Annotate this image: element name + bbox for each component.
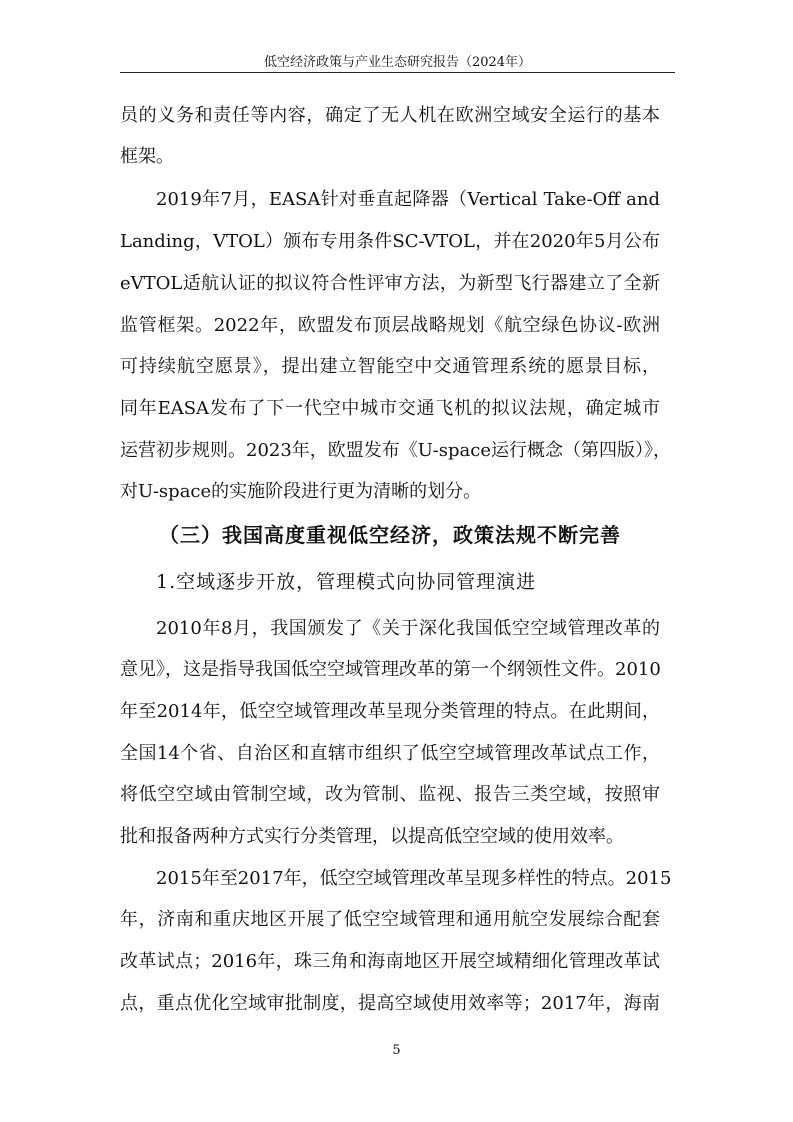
paragraph-line: 全国14个省、自治区和直辖市组织了低空空域管理改革试点工作， bbox=[120, 743, 660, 764]
paragraph-line: 框架。 bbox=[120, 146, 174, 167]
paragraph-line: 2019年7月，EASA针对垂直起降器（Vertical Take-Off and bbox=[156, 189, 660, 210]
paragraph-line: 可持续航空愿景》，提出建立智能空中交通管理系统的愿景目标， bbox=[120, 356, 660, 377]
paragraph-line: 2010年8月，我国颁发了《关于深化我国低空空域管理改革的 bbox=[156, 618, 660, 639]
paragraph-line: 点，重点优化空域审批制度，提高空域使用效率等；2017年，海南 bbox=[120, 993, 660, 1014]
paragraph-line: 监管框架。2022年，欧盟发布顶层战略规划《航空绿色协议-欧洲 bbox=[120, 315, 660, 336]
header-divider bbox=[120, 72, 675, 73]
paragraph-line: 将低空空域由管制空域，改为管制、监视、报告三类空域，按照审 bbox=[120, 784, 660, 805]
subsection-heading: 1.空域逐步开放，管理模式向协同管理演进 bbox=[156, 571, 537, 593]
paragraph-line: 批和报备两种方式实行分类管理，以提高低空空域的使用效率。 bbox=[120, 826, 624, 847]
paragraph-line: 同年EASA发布了下一代空中城市交通飞机的拟议法规，确定城市 bbox=[120, 398, 660, 419]
paragraph-line: eVTOL适航认证的拟议符合性评审方法，为新型飞行器建立了全新 bbox=[120, 273, 660, 294]
page-number: 5 bbox=[392, 1043, 401, 1058]
paragraph-line: 运营初步规则。2023年，欧盟发布《U-space运行概念（第四版）》， bbox=[120, 440, 671, 461]
paragraph-line: 对U-space的实施阶段进行更为清晰的划分。 bbox=[120, 481, 482, 502]
paragraph-line: 年至2014年，低空空域管理改革呈现分类管理的特点。在此期间， bbox=[120, 701, 660, 722]
paragraph-line: 意见》，这是指导我国低空空域管理改革的第一个纲领性文件。2010 bbox=[120, 659, 661, 680]
page-header-title: 低空经济政策与产业生态研究报告（2024年） bbox=[263, 55, 532, 70]
paragraph-line: 改革试点；2016年，珠三角和海南地区开展空域精细化管理改革试 bbox=[120, 951, 660, 972]
section-heading: （三）我国高度重视低空经济，政策法规不断完善 bbox=[159, 523, 621, 547]
paragraph-line: 年，济南和重庆地区开展了低空空域管理和通用航空发展综合配套 bbox=[120, 909, 660, 930]
paragraph-line: 2015年至2017年，低空空域管理改革呈现多样性的特点。2015 bbox=[156, 868, 672, 889]
paragraph-line: Landing，VTOL）颁布专用条件SC-VTOL，并在2020年5月公布 bbox=[120, 231, 660, 252]
paragraph-line: 员的义务和责任等内容，确定了无人机在欧洲空域安全运行的基本 bbox=[120, 105, 660, 126]
